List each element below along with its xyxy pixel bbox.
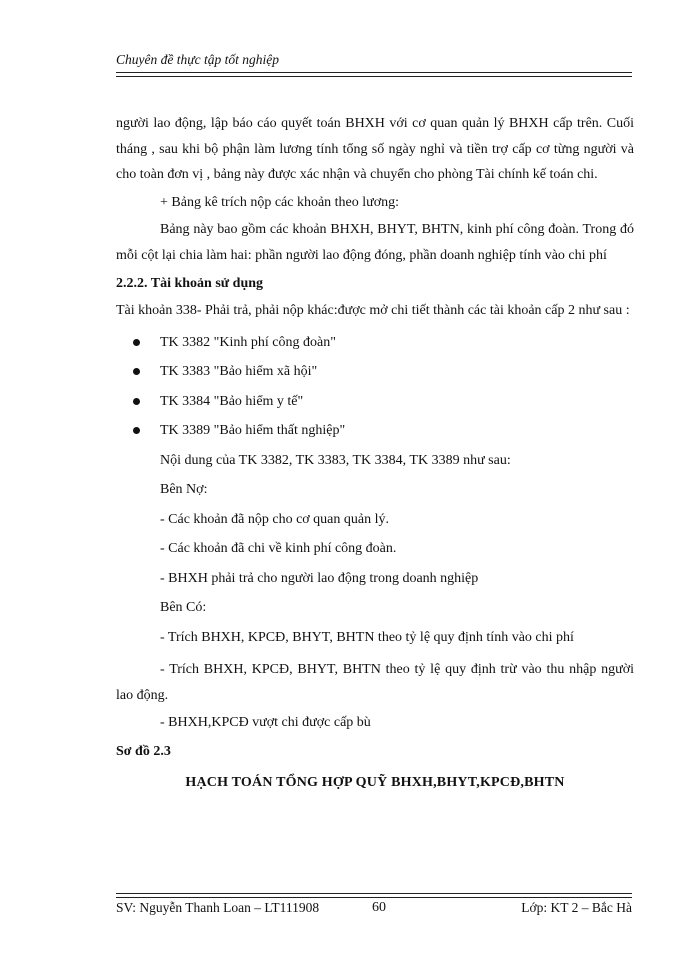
list-item: TK 3383 "Bảo hiểm xã hội"	[116, 357, 634, 387]
bullet-icon	[133, 339, 140, 346]
paragraph-2: + Bảng kê trích nộp các khoản theo lương:	[160, 194, 400, 210]
page-header-title: Chuyên đề thực tập tốt nghiệp	[116, 52, 279, 67]
debit-item: - BHXH phải trả cho người lao động trong doanh nghiệp	[160, 570, 479, 586]
debit-item: - Các khoản đã nộp cho cơ quan quản lý.	[160, 511, 390, 527]
section-heading: 2.2.2. Tài khoản sử dụng	[116, 276, 264, 291]
credit-side-label: Bên Có:	[160, 600, 207, 615]
bullet-icon	[133, 368, 140, 375]
content-intro: Nội dung của TK 3382, TK 3383, TK 3384, TK 3389 như sau:	[160, 452, 511, 468]
footer-student: SV: Nguyễn Thanh Loan – LT111908	[116, 900, 320, 915]
list-item: TK 3382 "Kinh phí công đoàn"	[116, 328, 634, 358]
debit-item: - Các khoản đã chi về kinh phí công đoàn.	[160, 541, 397, 556]
credit-item: - Trích BHXH, KPCĐ, BHYT, BHTN theo tỷ lệ quy định tính vào chi phí	[160, 629, 574, 645]
diagram-label: Sơ đồ 2.3	[116, 743, 171, 759]
paragraph-1: người lao động, lập báo cáo quyết toán BHXH với cơ quan quản lý BHXH cấp trên. Cuối tháng , sau khi bộ phận làm lương tính tổng số ngày nghỉ và tiền trợ cấp cơ từng người và cho toàn đơn vị , bảng này được xác nhận và chuyển cho phòng Tài chính kế toán chi.	[116, 116, 634, 182]
header-divider	[116, 72, 632, 77]
debit-side-label: Bên Nợ:	[160, 482, 208, 497]
paragraph-4: Tài khoản 338- Phải trả, phải nộp khác:được mở chi tiết thành các tài khoản cấp 2 như sau :	[116, 303, 630, 318]
credit-item: - Trích BHXH, KPCĐ, BHYT, BHTN theo tỷ lệ quy định trừ vào thu nhập người lao động.	[116, 662, 634, 703]
bullet-icon	[133, 398, 140, 405]
page-number: 60	[372, 900, 386, 915]
footer-divider	[116, 893, 632, 898]
document-body	[116, 111, 634, 791]
paragraph-3: Bảng này bao gồm các khoản BHXH, BHYT, BHTN, kinh phí công đoàn. Trong đó mỗi cột lại chia làm hai: phần người lao động đóng, phần doanh nghiệp tính vào chi phí	[116, 222, 634, 263]
diagram-title: HẠCH TOÁN TỔNG HỢP QUỸ BHXH,BHYT,KPCĐ,BHTN	[185, 774, 565, 790]
bullet-icon	[133, 427, 140, 434]
list-item: TK 3384 "Bảo hiểm y tế"	[116, 387, 634, 417]
account-list	[116, 328, 634, 446]
credit-item: - BHXH,KPCĐ vượt chi được cấp bù	[160, 715, 371, 730]
list-item: TK 3389 "Bảo hiểm thất nghiệp"	[116, 416, 634, 446]
footer-class: Lớp: KT 2 – Bắc Hà	[521, 900, 632, 915]
